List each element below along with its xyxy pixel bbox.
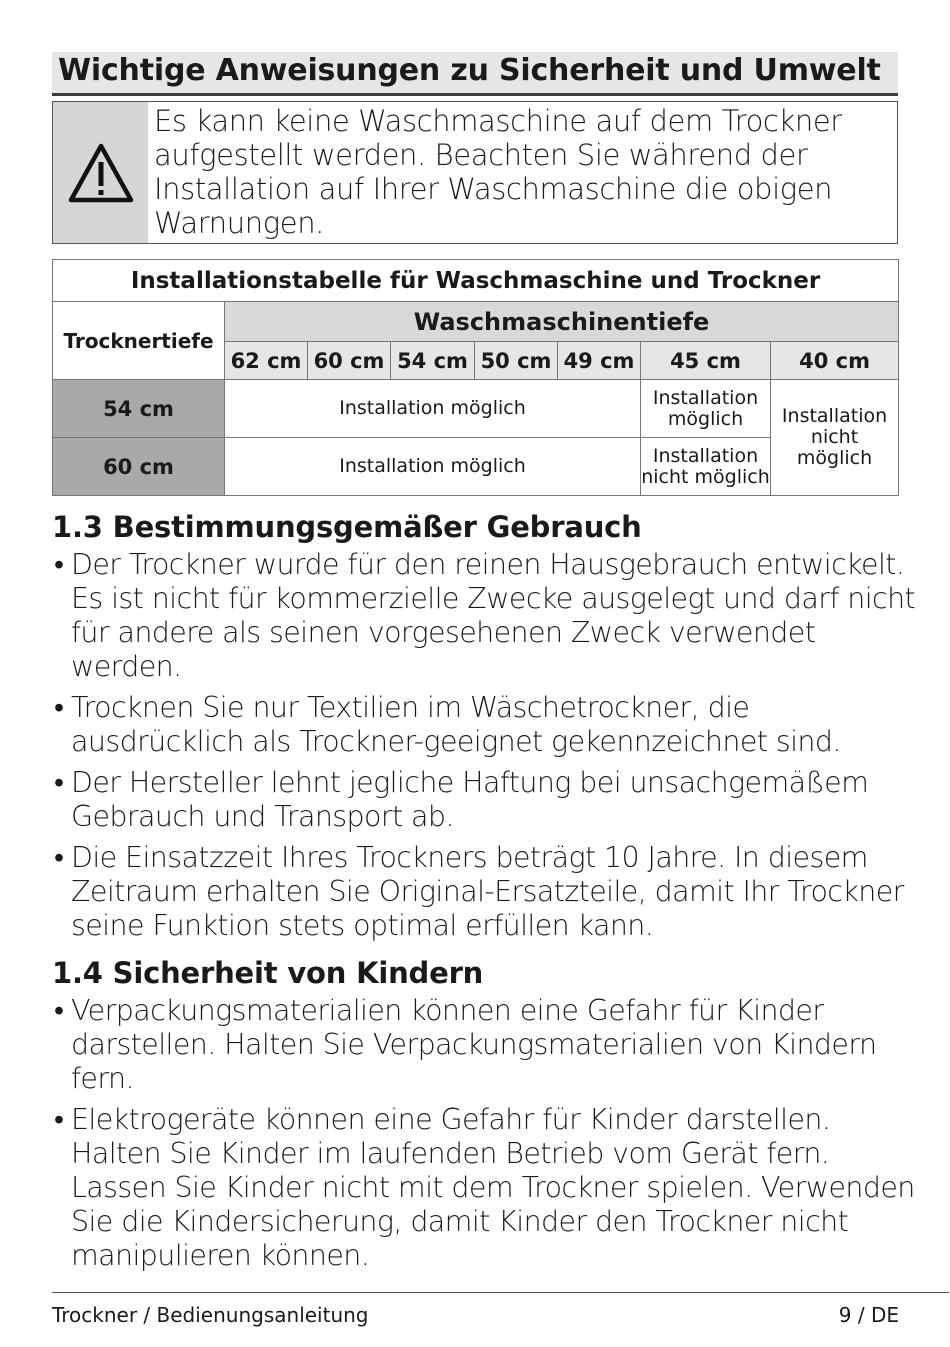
row-header: 54 cm: [53, 380, 225, 438]
page-header: [52, 52, 898, 96]
list-item: • Verpackungsmaterialien können eine Gefahr für Kinder darstellen. Halten Sie Verpackungsmaterialien von Kindern fern.: [54, 994, 877, 1095]
section-intended-use: [52, 510, 916, 943]
column-header: 40 cm: [771, 342, 899, 380]
table-row: [53, 380, 899, 438]
section-heading: 1.4 Sicherheit von Kindern: [52, 956, 484, 990]
column-header: 60 cm: [308, 342, 391, 380]
footer-document-title: Trockner / Bedienungsanleitung: [52, 1303, 369, 1327]
column-header: 45 cm: [641, 342, 771, 380]
row-header: 60 cm: [53, 438, 225, 496]
list-item: • Elektrogeräte können eine Gefahr für Kinder darstellen. Halten Sie Kinder im laufenden Betrieb vom Gerät fern. Lassen Sie Kinder nicht mit dem Trockner spielen. Verwenden Sie die Kindersicherung, damit Kinder den Trockner nicht manipulieren können.: [54, 1103, 915, 1272]
table-cell: Installation nicht möglich: [771, 380, 899, 496]
warning-icon-cell: [53, 102, 148, 243]
warning-box: [52, 101, 898, 244]
table-cell: Installation nicht möglich: [641, 438, 771, 496]
page-footer: [52, 1292, 949, 1327]
column-group-label: Waschmaschinentiefe: [225, 302, 899, 342]
table-cell: Installation möglich: [225, 438, 641, 496]
warning-text: Es kann keine Waschmaschine auf dem Trockner aufgestellt werden. Beachten Sie während der Installation auf Ihrer Waschmaschine die obigen Warnungen.: [154, 104, 842, 240]
row-header-label: Trocknertiefe: [53, 302, 225, 380]
footer-page-number: 9 / DE: [838, 1303, 899, 1327]
section-heading: 1.3 Bestimmungsgemäßer Gebrauch: [52, 510, 642, 544]
page-title: Wichtige Anweisungen zu Sicherheit und Umwelt: [58, 53, 881, 88]
section-child-safety: [52, 956, 915, 1273]
list-item: • Der Trockner wurde für den reinen Hausgebrauch entwickelt. Es ist nicht für kommerzielle Zwecke ausgelegt und darf nicht für andere als seinen vorgesehenen Zweck verwendet werden.: [54, 548, 916, 683]
warning-triangle-icon: [67, 142, 135, 204]
table-cell: Installation möglich: [641, 380, 771, 438]
column-header: 54 cm: [391, 342, 475, 380]
list-item: • Der Hersteller lehnt jegliche Haftung bei unsachgemäßem Gebrauch und Transport ab.: [54, 766, 869, 833]
column-header: 50 cm: [475, 342, 558, 380]
table-cell: Installation möglich: [225, 380, 641, 438]
table-title: Installationstabelle für Waschmaschine und Trockner: [53, 260, 899, 302]
list-item: • Die Einsatzzeit Ihres Trockners beträgt 10 Jahre. In diesem Zeitraum erhalten Sie Original-Ersatzteile, damit Ihr Trockner seine Funktion stets optimal erfüllen kann.: [54, 841, 904, 942]
column-header: 49 cm: [558, 342, 641, 380]
list-item: • Trocknen Sie nur Textilien im Wäschetrockner, die ausdrücklich als Trockner-geeignet gekennzeichnet sind.: [54, 691, 841, 758]
installation-table: [52, 259, 899, 496]
column-header: 62 cm: [225, 342, 308, 380]
